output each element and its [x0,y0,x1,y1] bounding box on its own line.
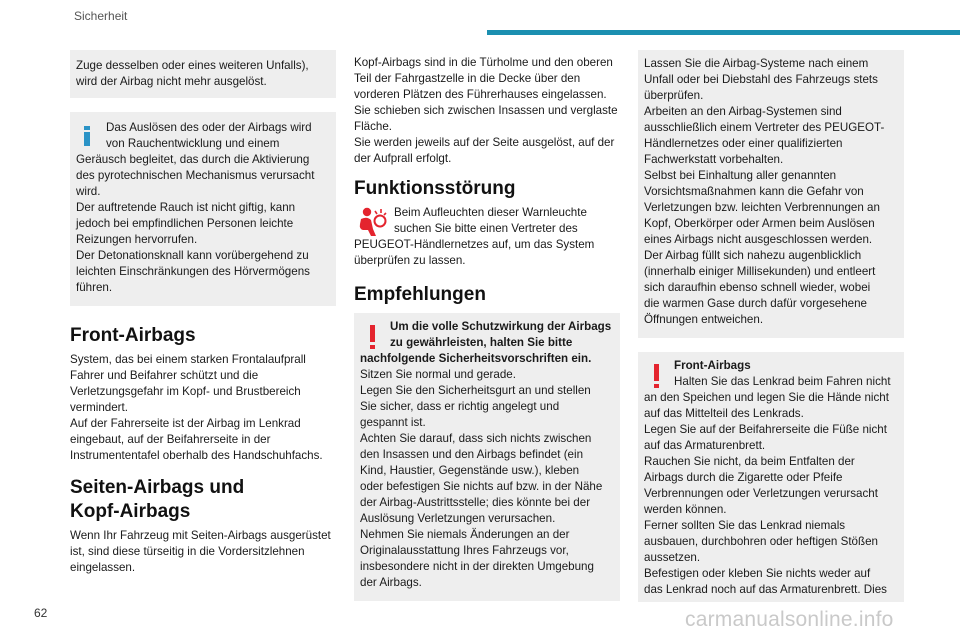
text-line: Rauchen Sie nicht, da beim Entfalten der [644,455,855,468]
text-line: PEUGEOT-Händlernetzes auf, um das System [354,238,595,251]
column-left [70,50,336,576]
info-box [70,112,336,306]
text-line: eingelassen. [70,561,136,574]
text-line: aussetzen. [644,551,701,564]
side-airbags-text [70,528,336,576]
heading-line: Seiten-Airbags und [70,477,245,498]
text-line: Sitzen Sie normal und gerade. [360,368,516,381]
text-line: den Insassen und den Airbags befindet (ein [360,448,584,461]
text-line: werden können. [644,503,727,516]
text-line: von Rauchentwicklung und einem [106,137,280,150]
text-line: des pyrotechnischen Mechanismus verursacht [76,169,315,182]
text-line: Airbags durch die Zigarette oder Pfeife [644,471,843,484]
text-line: Fahrer und Beifahrer schützt und die [70,369,259,382]
head-airbags-text [354,55,620,167]
text-line: Sie sicher, dass er richtig angelegt und [360,400,560,413]
text-line: suchen Sie bitte einen Vertreter des [394,222,578,235]
text-line: Unfall oder bei Diebstahl des Fahrzeugs stets [644,73,878,86]
text-line: Kopf-Airbags sind in die Türholme und den oberen [354,56,613,69]
text-line: Auslösung Verletzungen verursachen. [360,512,556,525]
front-airbags-text [70,352,336,464]
text-line: Händlernetzes oder einer qualifizierten [644,137,843,150]
text-line: Ferner sollten Sie das Lenkrad niemals [644,519,846,532]
text-line: überprüfen. [644,89,704,102]
text-line: wird. [76,185,101,198]
text-line: Der Airbag füllt sich nahezu augenblicklich [644,249,862,262]
recommendations-warning-box [354,313,620,601]
text-line: Um die volle Schutzwirkung der Airbags [390,320,612,333]
text-line: auf das Armaturenbrett. [644,439,766,452]
warning-title: Front-Airbags [674,359,751,372]
text-line: Zuge desselben oder eines weiteren Unfalls), [76,59,309,72]
section-title: Sicherheit [74,9,128,23]
text-line: Geräusch begleitet, das durch die Aktivierung [76,153,310,166]
text-line: der Airbags. [360,576,422,589]
column-middle [354,55,620,601]
watermark: carmanualsonline.info [685,608,894,631]
text-line: Achten Sie darauf, dass sich nichts zwischen [360,432,592,445]
text-line: gespannt ist. [360,416,426,429]
text-line: Kopf, Oberkörper oder Armen beim Auslösen [644,217,875,230]
text-line: der Airbag-Austrittsstelle; dies könnte bei der [360,496,591,509]
heading-side-airbags [70,476,336,524]
text-line: der Aufprall erfolgt. [354,152,452,165]
text-line: Sie werden jeweils auf der Seite ausgelöst, auf der [354,136,615,149]
inspection-note-box [638,50,904,338]
page-number: 62 [34,606,48,620]
text-line: die warmen Gase durch dafür vorgesehene [644,297,867,310]
exclamation-icon [654,364,659,388]
text-line: Sie schieben sich zwischen Insassen und verglaste [354,104,618,117]
heading-recommendations: Empfehlungen [354,284,486,305]
text-line: nachfolgende Sicherheitsvorschriften ein. [360,352,592,365]
malfunction-text [354,205,620,269]
text-line: insbesondere nicht in der direkten Umgebung [360,560,594,573]
text-line: ausbauen, durchbohren oder heftigen Stößen [644,535,878,548]
text-line: (innerhalb einiger Millisekunden) und entleert [644,265,876,278]
text-line: Kind, Haustier, Gegenstände usw.), kleben [360,464,580,477]
text-line: das Lenkrad noch auf das Armaturenbrett. Dies [644,583,887,596]
text-line: Befestigen oder kleben Sie nichts weder auf [644,567,871,580]
column-right [638,50,904,602]
text-line: vorderen Plätzen des Führerhauses eingelassen. [354,88,607,101]
header-accent-bar [487,30,960,35]
text-line: Instrumententafel oberhalb des Handschuhfachs. [70,449,323,462]
text-line: vermindert. [70,401,128,414]
text-line: überprüfen zu lassen. [354,254,466,267]
text-line: Selbst bei Einhaltung aller genannten [644,169,837,182]
text-line: ausschließlich einem Vertreter des PEUGEOT- [644,121,885,134]
text-line: oder befestigen Sie nichts auf bzw. in der Nähe [360,480,603,493]
text-line: Fachwerkstatt vorbehalten. [644,153,784,166]
text-line: Teil der Fahrgastzelle in die Decke über den [354,72,581,85]
exclamation-icon [370,325,375,349]
continued-note-box [70,50,336,98]
front-airbags-warning-box [638,352,904,602]
text-line: Das Auslösen des oder der Airbags wird [106,121,312,134]
text-line: Auf der Fahrerseite ist der Airbag im Lenkrad [70,417,301,430]
text-line: an den Speichen und legen Sie die Hände nicht [644,391,889,404]
text-line: Lassen Sie die Airbag-Systeme nach einem [644,57,869,70]
text-line: Reizungen hervorrufen. [76,233,198,246]
text-line: jedoch bei empfindlichen Personen leichte [76,217,294,230]
text-line: Legen Sie den Sicherheitsgurt an und stellen [360,384,591,397]
text-line: ist, sind diese türseitig in die Vordersitzlehnen [70,545,305,558]
heading-front-airbags: Front-Airbags [70,325,196,346]
text-line: leichten Einschränkungen des Hörvermögens [76,265,310,278]
info-icon [84,126,90,146]
text-line: auf das Mittelteil des Lenkrads. [644,407,804,420]
text-line: Originalausstattung Ihres Fahrzeugs vor, [360,544,569,557]
text-line: zu gewährleisten, halten Sie bitte [390,336,573,349]
text-line: Verletzungsgefahr im Kopf- und Brustbereich [70,385,301,398]
text-line: Öffnungen entweichen. [644,313,764,326]
text-line: Legen Sie auf der Beifahrerseite die Füße nicht [644,423,887,436]
text-line: Verbrennungen oder Verletzungen verursacht [644,487,878,500]
heading-malfunction: Funktionsstörung [354,178,516,199]
text-line: Der Detonationsknall kann vorübergehend zu [76,249,309,262]
text-line: sich daraufhin ebenso schnell wieder, wobei [644,281,871,294]
airbag-warning-icon [354,205,388,237]
text-line: Vorsichtsmaßnahmen kann die Gefahr von [644,185,864,198]
text-line: Arbeiten an den Airbag-Systemen sind [644,105,842,118]
text-line: Verletzungen bzw. leichten Verbrennungen an [644,201,880,214]
text-line: Der auftretende Rauch ist nicht giftig, kann [76,201,296,214]
heading-line: Kopf-Airbags [70,501,191,522]
text-line: Beim Aufleuchten dieser Warnleuchte [394,206,587,219]
text-line: eines Airbags nicht ausgeschlossen werden. [644,233,873,246]
text-line: System, das bei einem starken Frontalaufprall [70,353,306,366]
text-line: Fläche. [354,120,393,133]
text-line: Halten Sie das Lenkrad beim Fahren nicht [674,375,891,388]
text-line: Nehmen Sie niemals Änderungen an der [360,528,570,541]
text-line: eingebaut, auf der Beifahrerseite in der [70,433,271,446]
text-line: wird der Airbag nicht mehr ausgelöst. [76,75,267,88]
text-line: führen. [76,281,113,294]
text-line: Wenn Ihr Fahrzeug mit Seiten-Airbags ausgerüstet [70,529,331,542]
